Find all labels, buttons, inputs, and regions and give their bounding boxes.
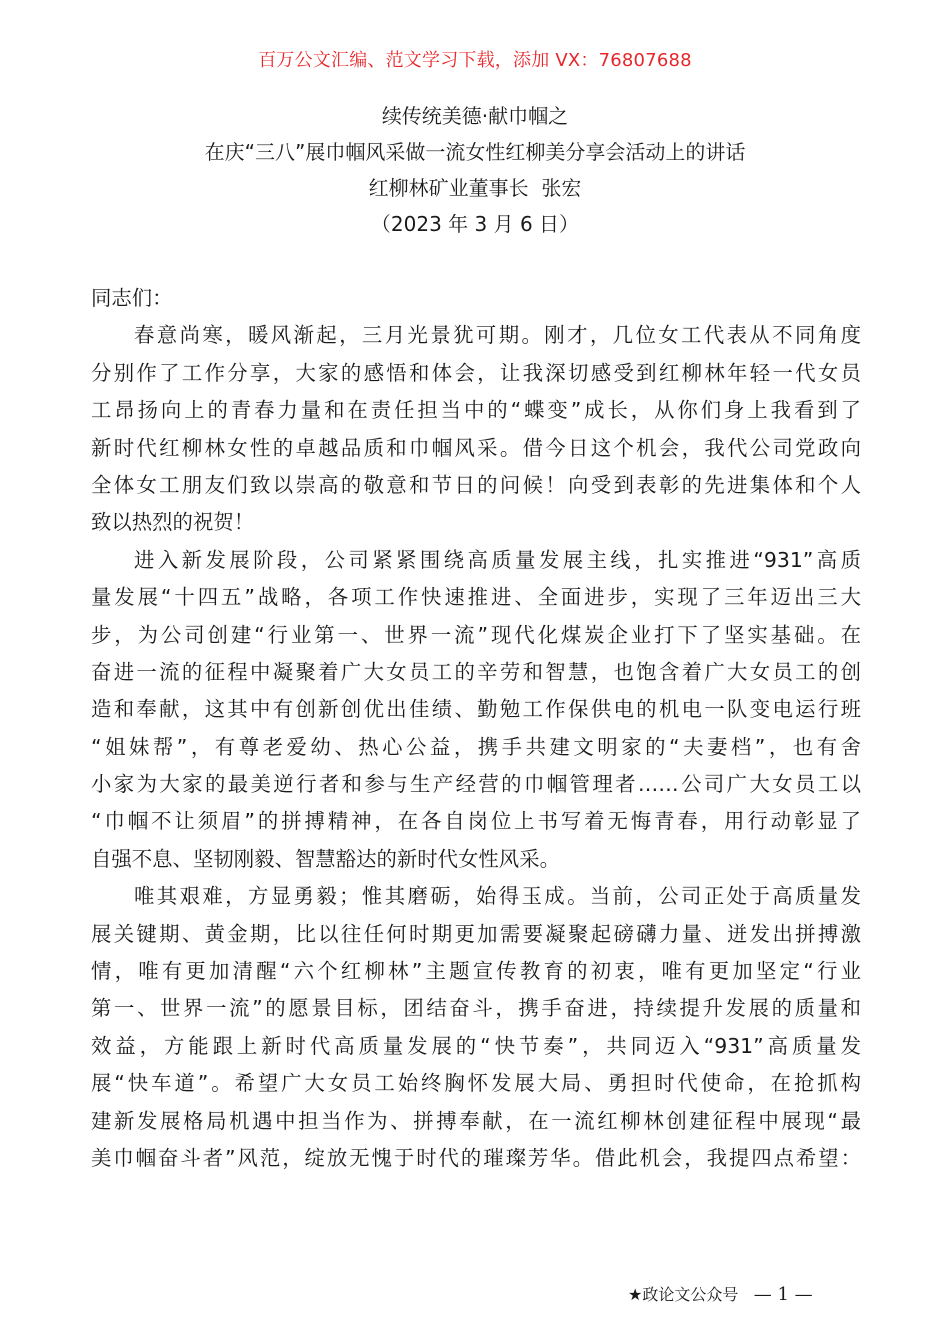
text-line: 造和奉献，这其中有创新创优出佳绩、勤勉工作保供电的机电一队变电运行班 (91, 697, 861, 722)
salutation: 同志们： (91, 286, 173, 310)
text-line: “巾帼不让须眉”的拼搏精神，在各自岗位上书写着无悔青春，用行动彰显了 (91, 809, 861, 834)
text-line: 建新发展格局机遇中担当作为、拼搏奉献，在一流红柳林创建征程中展现“最 (91, 1108, 861, 1133)
text-line: 春意尚寒，暖风渐起，三月光景犹可期。刚才，几位女工代表从不同角度 (134, 323, 861, 348)
text-line: 展关键期、黄金期，比以往任何时期更加需要凝聚起磅礴力量、迸发出拼搏激 (91, 921, 861, 946)
text-line: 步，为公司创建“行业第一、世界一流”现代化煤炭企业打下了坚实基础。在 (91, 622, 861, 647)
document-header (0, 98, 950, 242)
paragraph-1 (91, 317, 861, 541)
footer-source: ★政论文公众号 (628, 1285, 739, 1304)
text-line: 效益，方能跟上新时代高质量发展的“快节奏”，共同迈入“931”高质量发 (91, 1033, 861, 1058)
title-line-2: 在庆“三八”展巾帼风采做一流女性红柳美分享会活动上的讲话 (204, 140, 746, 164)
text-line: “姐妹帮”，有尊老爱幼、热心公益，携手共建文明家的“夫妻档”，也有舍 (91, 734, 861, 759)
text-line: 量发展“十四五”战略，各项工作快速推进、全面进步，实现了三年迈出三大 (91, 585, 861, 610)
text-line: 全体女工朋友们致以崇高的敬意和节日的问候！向受到表彰的先进集体和个人 (91, 472, 861, 497)
text-line: 分别作了工作分享，大家的感悟和体会，让我深切感受到红柳林年轻一代女员 (91, 360, 861, 385)
text-line: 小家为大家的最美逆行者和参与生产经营的巾帼管理者……公司广大女员工以 (91, 772, 861, 797)
page-number: — 1 — (753, 1284, 813, 1305)
text-line: 唯其艰难，方显勇毅；惟其磨砺，始得玉成。当前，公司正处于高质量发 (134, 884, 861, 909)
text-line: 致以热烈的祝贺！ (91, 510, 255, 535)
text-line: 展“快车道”。希望广大女员工始终胸怀发展大局、勇担时代使命，在抢抓构 (91, 1071, 861, 1096)
text-line: 自强不息、坚韧刚毅、智慧豁达的新时代女性风采。 (91, 846, 560, 871)
text-line: 奋进一流的征程中凝聚着广大女员工的辛劳和智慧，也饱含着广大女员工的创 (91, 659, 861, 684)
paragraph-3 (91, 878, 861, 1177)
speech-date: （2023 年 3 月 6 日） (370, 212, 580, 236)
text-line: 进入新发展阶段，公司紧紧围绕高质量发展主线，扎实推进“931”高质 (134, 547, 861, 572)
speech-body (91, 280, 861, 1177)
paragraph-2 (91, 542, 861, 879)
page-footer (628, 1282, 813, 1305)
text-line: 工昂扬向上的青春力量和在责任担当中的“蝶变”成长，从你们身上我看到了 (91, 398, 861, 423)
text-line: 第一、世界一流”的愿景目标，团结奋斗，携手奋进，持续提升发展的质量和 (91, 996, 861, 1021)
title-line-1: 续传统美德·献巾帼之 (381, 104, 569, 128)
text-line: 新时代红柳林女性的卓越品质和巾帼风采。借今日这个机会，我代公司党政向 (91, 435, 861, 460)
text-line: 美巾帼奋斗者”风范，绽放无愧于时代的璀璨芳华。借此机会，我提四点希望： (91, 1145, 861, 1170)
watermark-banner: 百万公文汇编、范文学习下载，添加 VX：76807688 (258, 50, 692, 71)
speaker: 红柳林矿业董事长 张宏 (368, 176, 582, 200)
text-line: 情，唯有更加清醒“六个红柳林”主题宣传教育的初衷，唯有更加坚定“行业 (91, 959, 861, 984)
